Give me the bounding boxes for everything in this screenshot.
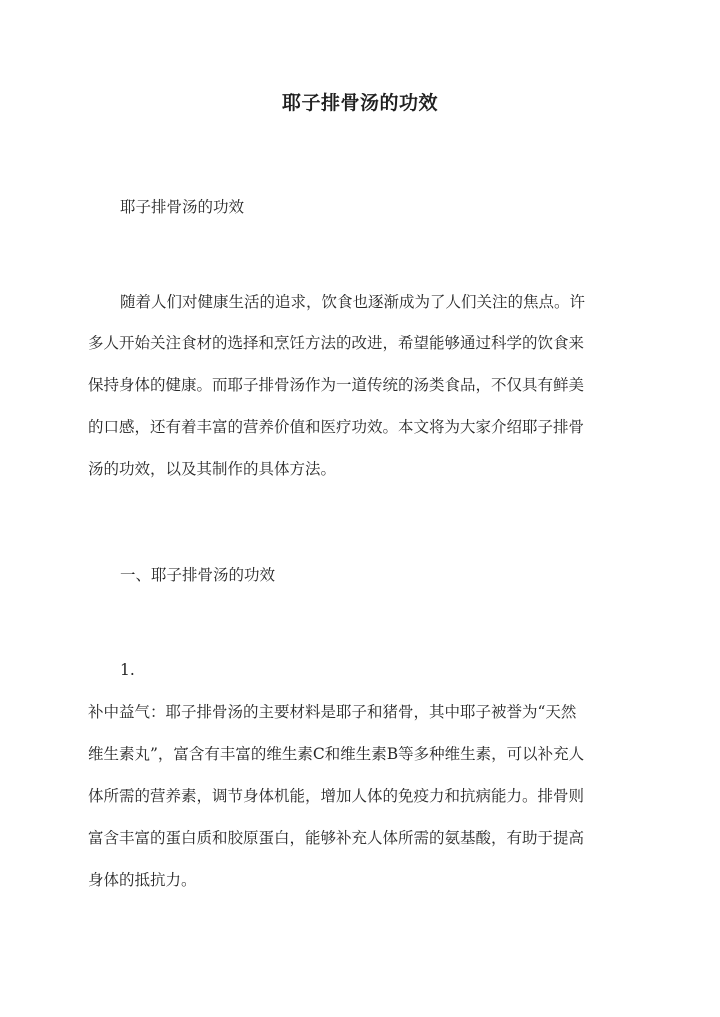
item-line: 补中益气：耶子排骨汤的主要材料是耶子和猪骨，其中耶子被誉为“天然: [88, 703, 577, 721]
item-line: 身体的抵抗力。: [88, 871, 197, 889]
item-line: 富含丰富的蛋白质和胶原蛋白，能够补充人体所需的氨基酸，有助于提高: [88, 829, 585, 847]
intro-line: 保持身体的健康。而耶子排骨汤作为一道传统的汤类食品，不仅具有鲜美: [88, 376, 585, 394]
intro-line: 的口感，还有着丰富的营养价值和医疗功效。本文将为大家介绍耶子排骨: [88, 418, 585, 436]
subtitle: 耶子排骨汤的功效: [120, 198, 245, 216]
intro-line: 多人开始关注食材的选择和烹饪方法的改进，希望能够通过科学的饮食来: [88, 334, 585, 352]
intro-line: 随着人们对健康生活的追求，饮食也逐渐成为了人们关注的焦点。许: [120, 293, 586, 311]
item-number: 1.: [120, 661, 135, 679]
item-line: 维生素丸”，富含有丰富的维生素C和维生素B等多种维生素，可以补充人: [88, 745, 585, 763]
section-heading: 一、耶子排骨汤的功效: [120, 566, 276, 584]
document-title: 耶子排骨汤的功效: [281, 92, 438, 114]
item-line: 体所需的营养素，调节身体机能，增加人体的免疫力和抗病能力。排骨则: [88, 787, 585, 805]
intro-line: 汤的功效，以及其制作的具体方法。: [88, 460, 337, 478]
